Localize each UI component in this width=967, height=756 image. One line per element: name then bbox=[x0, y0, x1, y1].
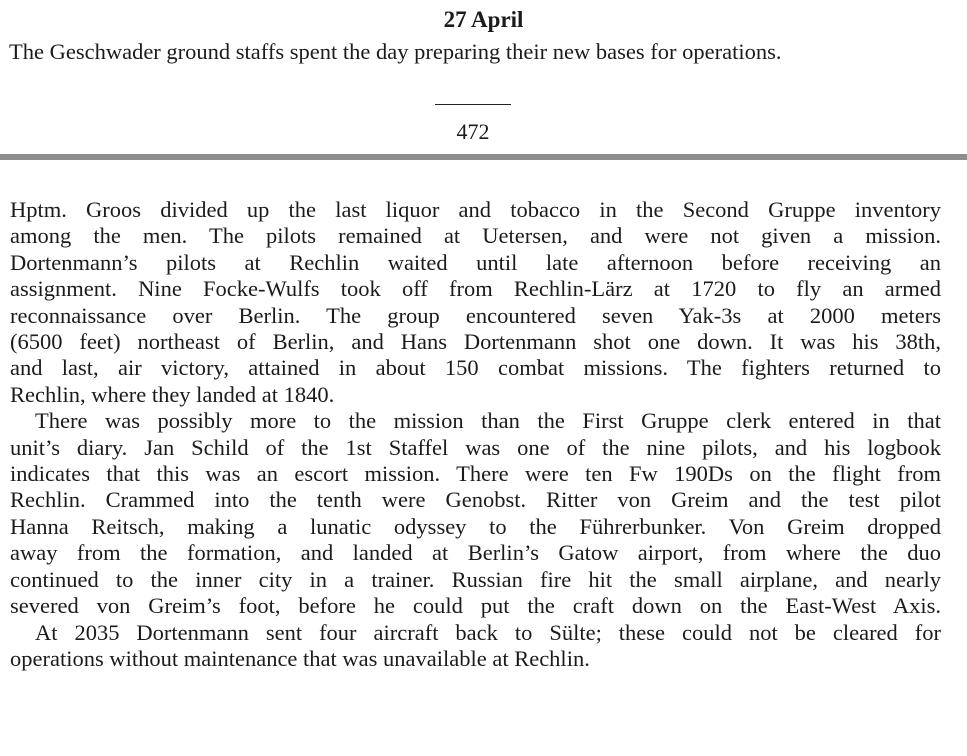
text-line: severed von Greim’s foot, before he could put the craft down on the East-West Axis. bbox=[10, 593, 941, 619]
text-line: continued to the inner city in a trainer. Russian fire hit the small airplane, and nearly bbox=[10, 566, 941, 592]
text-line: Rechlin, where they landed at 1840. bbox=[10, 381, 335, 407]
text-line: There was possibly more to the mission than the First Gruppe clerk entered in that bbox=[35, 408, 941, 434]
text-line: Hptm. Groos divided up the last liquor and tobacco in the Second Gruppe inventory bbox=[10, 197, 941, 222]
text-line: operations without maintenance that was unavailable at Rechlin. bbox=[10, 645, 590, 671]
text-line: reconnaissance over Berlin. The group encountered seven Yak-3s at 2000 meters bbox=[10, 302, 941, 328]
text-line: Dortenmann’s pilots at Rechlin waited until late afternoon before receiving an bbox=[10, 249, 941, 275]
top-paragraph: The Geschwader ground staffs spent the day preparing their new bases for operations. bbox=[9, 39, 782, 64]
text-line: Rechlin. Crammed into the tenth were Genobst. Ritter von Greim and the test pilot bbox=[10, 487, 941, 513]
paragraph-1 bbox=[10, 197, 941, 408]
page-number: 472 bbox=[456, 119, 490, 144]
text-line: unit’s diary. Jan Schild of the 1st Staffel was one of the nine pilots, and his logbook bbox=[10, 434, 941, 460]
paragraph-3 bbox=[10, 620, 941, 673]
text-line: indicates that this was an escort mission. There were ten Fw 190Ds on the flight from bbox=[10, 461, 941, 487]
previous-page-fragment bbox=[0, 0, 967, 158]
text-line: assignment. Nine Focke-Wulfs took off from Rechlin-Lärz at 1720 to fly an armed bbox=[10, 276, 941, 302]
text-line: At 2035 Dortenmann sent four aircraft back to Sülte; these could not be cleared for bbox=[35, 619, 941, 645]
body-text bbox=[10, 197, 941, 672]
text-line: (6500 feet) northeast of Berlin, and Hans Dortenmann shot one down. It was his 38th, bbox=[10, 329, 941, 355]
date-heading: 27 April bbox=[443, 7, 524, 32]
text-line: away from the formation, and landed at Berlin’s Gatow airport, from where the duo bbox=[10, 540, 941, 566]
text-line: Hanna Reitsch, making a lunatic odyssey to the Führerbunker. Von Greim dropped bbox=[10, 513, 941, 539]
text-line: and last, air victory, attained in about 150 combat missions. The fighters returned to bbox=[10, 355, 941, 381]
text-line: among the men. The pilots remained at Uetersen, and were not given a mission. bbox=[10, 223, 941, 249]
section-rule bbox=[435, 104, 511, 105]
paragraph-2 bbox=[10, 408, 941, 619]
